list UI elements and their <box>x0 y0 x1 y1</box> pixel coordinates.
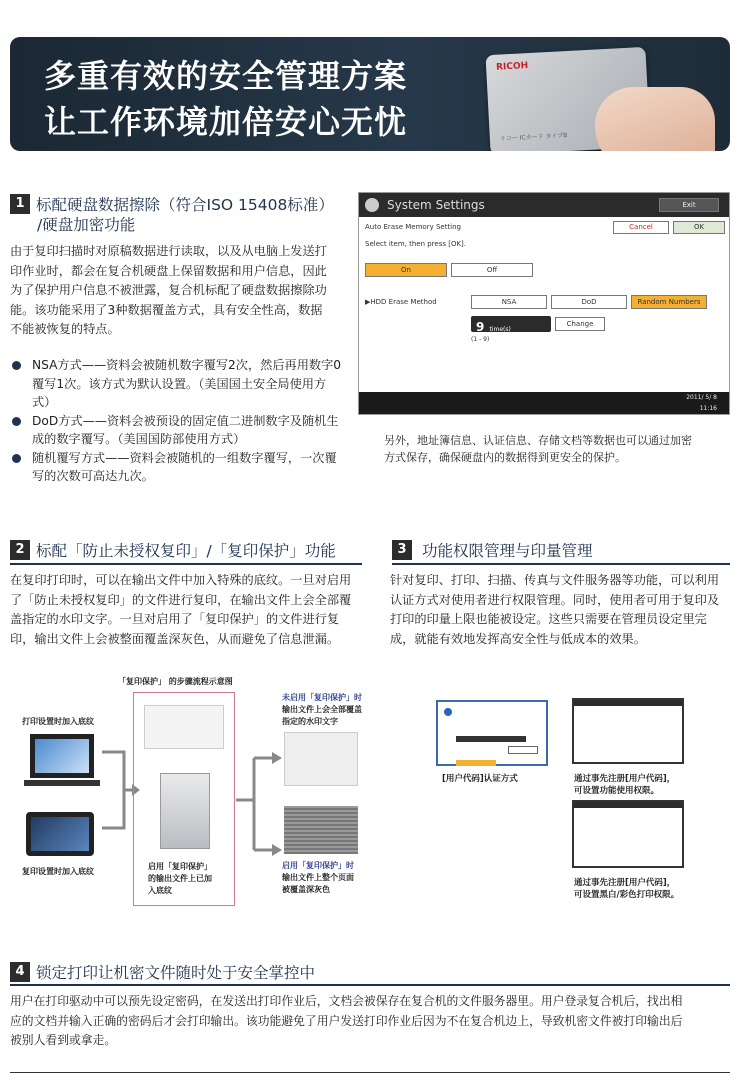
text-line: 启用「复印保护」 <box>148 862 212 871</box>
text-line: 随机覆写方式——资料会被随机的一组数字覆写，一次覆 <box>32 450 337 465</box>
exit-button[interactable]: Exit <box>659 198 719 212</box>
text-line: 通过事先注册[用户代码]， <box>574 878 676 888</box>
section4-divider <box>10 984 730 986</box>
card-brand: RICOH <box>495 61 529 73</box>
cap-print-permission <box>574 877 679 901</box>
text-line: 可设置功能使用权限。 <box>574 786 660 796</box>
times-display <box>471 316 551 332</box>
off-button[interactable]: Off <box>451 263 533 277</box>
text-line: 成的数字覆写。（美国国防部使用方式） <box>32 432 246 446</box>
flow-arrows-right <box>236 750 282 870</box>
keyboard-image <box>24 780 100 786</box>
times-value: 9 <box>476 320 485 334</box>
text-line: 应的文档并输入正确的密码后才会打印输出。该功能避免了用户发送打印作业后因为不在复合机边上，导致机密文件被打印输出后 <box>10 1013 683 1028</box>
section3-title: 功能权限管理与印量管理 <box>422 542 593 560</box>
text-line: 了「防止未授权复印」的文件进行复印，在输出文件上会全部覆 <box>10 592 352 607</box>
text-line: 指定的水印文字 <box>282 717 338 726</box>
dod-button[interactable]: DoD <box>551 295 627 309</box>
section3-divider <box>392 563 730 565</box>
text-line: 盖指定的水印文字。一旦对启用了「复印保护」的文件进行复 <box>10 612 340 626</box>
screen-title: System Settings <box>387 198 485 212</box>
page-bottom-line <box>10 1072 730 1073</box>
text-line: 被别人看到或拿走。 <box>10 1033 117 1047</box>
key-bar <box>456 760 496 766</box>
text-line: 另外，地址簿信息、认证信息、存储文档等数据也可以通过加密 <box>384 434 692 447</box>
bullet-item <box>10 412 350 449</box>
text-line: 用户在打印驱动中可以预先设定密码，在发送出打印作业后，文档会被保存在复合机的文件服务器里。用户登录复合机后，找出相 <box>10 994 683 1008</box>
text-line: 在复印打印时，可以在输出文件中加入特殊的底纹。一旦对启用 <box>10 573 352 587</box>
text-line: NSA方式——资料会被随机数字覆写2次，然后再用数字0 <box>32 358 342 372</box>
bullet-icon <box>12 417 21 426</box>
random-numbers-button[interactable]: Random Numbers <box>631 295 707 309</box>
text-line: 方式保存，确保硬盘内的数据得到更安全的保护。 <box>384 451 626 464</box>
section4-heading <box>10 961 315 983</box>
ok-button[interactable]: OK <box>673 221 725 234</box>
input-bar <box>456 736 526 742</box>
text-line: 输出文件上会全部覆盖 <box>282 705 362 714</box>
section3-body <box>390 571 734 649</box>
section2-divider <box>10 563 362 565</box>
text-line: 印作业时，都会在复合机硬盘上保留数据和用户信息，因此 <box>10 263 327 278</box>
system-settings-screenshot <box>358 192 730 415</box>
output2-caption <box>282 860 354 896</box>
gray-output-image <box>284 806 358 854</box>
banner-title-line1: 多重有效的安全管理方案 <box>44 57 408 95</box>
info-icon <box>444 708 452 716</box>
section1-bullets <box>10 356 350 486</box>
mfp-printer-image <box>160 773 210 849</box>
hero-banner <box>10 37 730 151</box>
change-button[interactable]: Change <box>555 317 605 331</box>
text-line: 成，就能有效地发挥高安全性与低成本的效果。 <box>390 631 646 646</box>
section3-number: 3 <box>392 540 412 560</box>
text-line: 式） <box>32 395 57 409</box>
cancel-button[interactable]: Cancel <box>613 221 669 234</box>
screen-titlebar <box>359 193 729 217</box>
pc-monitor-image <box>30 734 94 778</box>
section1-number: 1 <box>10 194 30 214</box>
bullet-icon <box>12 454 21 463</box>
text-line: 的输出文件上已加 <box>148 874 212 883</box>
footer-time: 11:16 <box>699 405 717 412</box>
gear-icon <box>365 198 379 212</box>
section1-note <box>384 432 730 466</box>
section1-title-line2: /硬盘加密功能 <box>37 216 136 234</box>
hand-image <box>595 87 715 151</box>
text-line: 启用「复印保护」时 <box>282 861 354 870</box>
text-line: 能。该功能采用了3种数据覆盖方式，具有安全性高，数据 <box>10 302 323 317</box>
section4-title: 锁定打印让机密文件随时处于安全掌控中 <box>36 964 316 982</box>
section2-heading <box>10 539 336 561</box>
text-line: 入底纹 <box>148 886 172 895</box>
process-caption <box>148 861 212 897</box>
text-line: 覆写1次。该方式为默认设置。（美国国土安全局使用方 <box>32 376 327 391</box>
pc-label: 打印设置时加入底纹 <box>22 717 94 726</box>
text-line: DoD方式——资料会被预设的固定值二进制数字及随机生 <box>32 413 339 428</box>
section1-body <box>10 242 350 340</box>
bullet-icon <box>12 361 21 370</box>
section4-number: 4 <box>10 962 30 982</box>
section3-heading <box>392 539 593 561</box>
times-unit: time(s) <box>489 326 511 333</box>
document-image <box>144 705 224 749</box>
user-code-dialog-image <box>436 700 548 766</box>
cap-user-code: [用户代码]认证方式 <box>442 774 518 784</box>
panel-label: 复印设置时加入底纹 <box>22 867 94 876</box>
screen-prompt: Select item, then press [OK]. <box>365 240 467 248</box>
bullet-item <box>10 356 350 412</box>
screen-footer <box>359 392 729 414</box>
section1-heading <box>10 193 334 215</box>
screen-menu-title: Auto Erase Memory Setting <box>365 223 462 231</box>
cap-function-permission <box>574 773 675 797</box>
section1-title-line1: 标配硬盘数据擦除（符合ISO 15408标准） <box>36 196 334 214</box>
on-button[interactable]: On <box>365 263 447 277</box>
text-line: 不能被恢复的特点。 <box>10 322 120 336</box>
section2-body <box>10 571 366 649</box>
text-line: 写的次数可高达九次。 <box>32 469 154 483</box>
bullet-item <box>10 449 350 486</box>
section2-number: 2 <box>10 540 30 560</box>
settings-thumbnail-2 <box>572 800 684 868</box>
card-text: リコー ICカード タイプB <box>499 132 568 143</box>
text-line: 可设置黑白/彩色打印权限。 <box>574 890 680 900</box>
text-line: 通过事先注册[用户代码]， <box>574 774 676 784</box>
nsa-button[interactable]: NSA <box>471 295 547 309</box>
text-line: 被覆盖深灰色 <box>282 885 330 894</box>
control-panel-image <box>26 812 94 856</box>
text-line: 认证方式对使用者进行权限管理。同时，使用者可用于复印及 <box>390 592 720 607</box>
section4-body <box>10 992 740 1051</box>
text-line: 针对复印、打印、扫描、传真与文件服务器等功能，可以利用 <box>390 573 720 587</box>
diagram-title: 「复印保护」 的步骤流程示意图 <box>118 677 233 686</box>
watermarked-output-image <box>284 732 358 786</box>
range-label: (1 - 9) <box>471 336 490 343</box>
confirm-bar <box>508 746 538 754</box>
text-line: 打印的印量上限也能被设定。这些只需要在管理员设定里完 <box>390 612 707 626</box>
footer-date: 2011/ 5/ 8 <box>686 394 717 401</box>
process-box <box>133 692 235 906</box>
section2-title: 标配「防止未授权复印」/「复印保护」功能 <box>36 542 336 560</box>
output1-caption <box>282 692 362 728</box>
text-line: 输出文件上整个页面 <box>282 873 354 882</box>
erase-method-label: ▶HDD Erase Method <box>365 298 437 306</box>
text-line: 由于复印扫描时对原稿数据进行读取，以及从电脑上发送打 <box>10 244 327 258</box>
banner-title-line2: 让工作环境加倍安心无忧 <box>44 103 408 141</box>
text-line: 未启用「复印保护」时 <box>282 693 362 702</box>
text-line: 为了保护用户信息不被泄露，复合机标配了硬盘数据擦除功 <box>10 283 327 297</box>
settings-thumbnail-1 <box>572 698 684 764</box>
text-line: 印，输出文件上会被整面覆盖深灰色，从而避免了信息泄漏。 <box>10 631 340 646</box>
